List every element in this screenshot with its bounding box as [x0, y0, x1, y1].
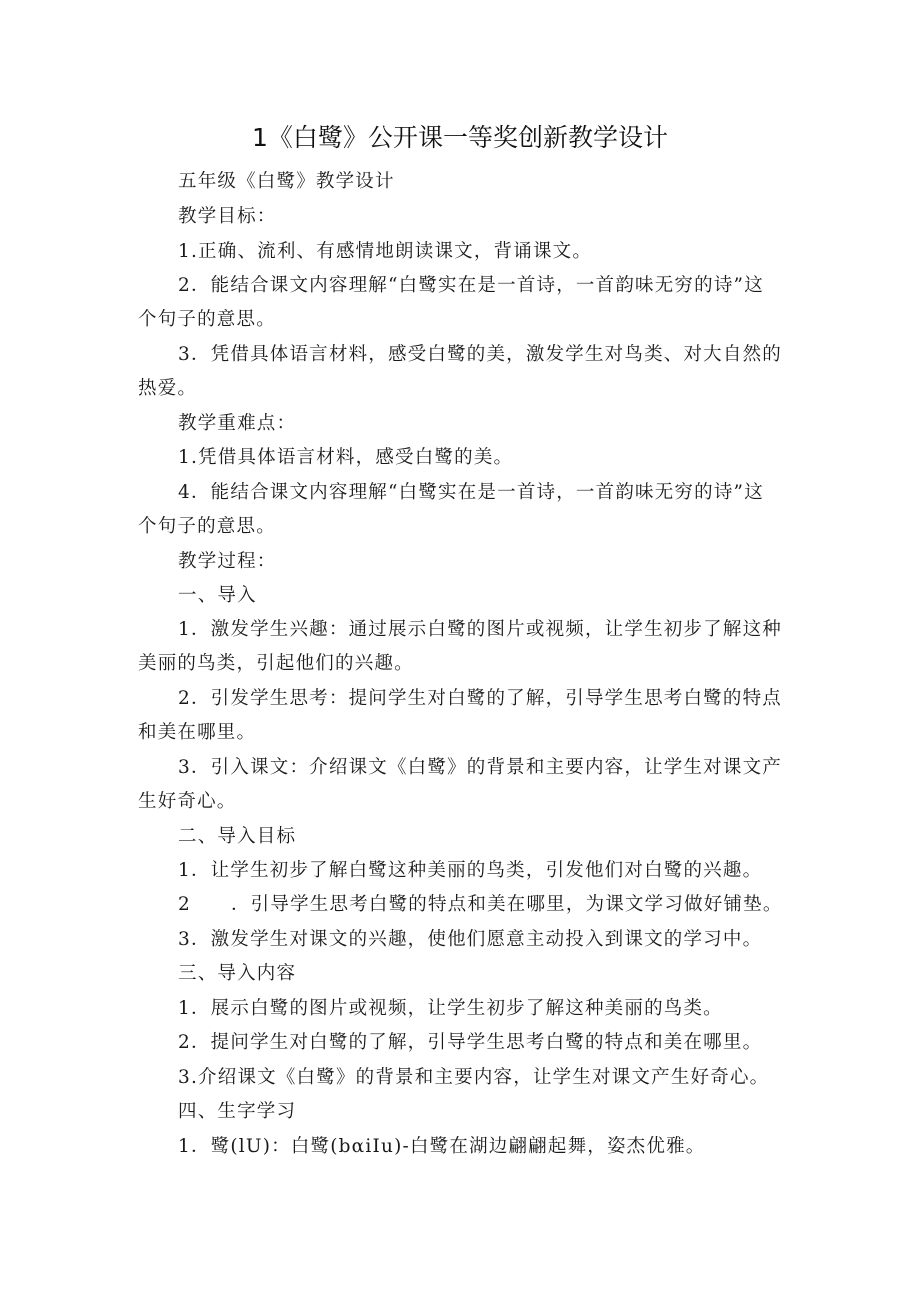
intro-item-1-cont: 美丽的鸟类，引起他们的兴趣。 — [138, 653, 414, 674]
goal-item-3: 3．激发学生对课文的兴趣，使他们愿意主动投入到课文的学习中。 — [178, 929, 763, 950]
section-heading-key-points: 教学重难点： — [178, 413, 297, 434]
part-heading-content: 三、导入内容 — [178, 963, 297, 984]
goal-item-2-text: ．引导学生思考白鹭的特点和美在哪里，为课文学习做好铺垫。 — [230, 894, 783, 915]
document-title: 1《白鹭》公开课一等奖创新教学设计 — [252, 123, 668, 152]
objective-item-2-cont: 个句子的意思。 — [138, 309, 276, 330]
key-point-item-2-cont: 个句子的意思。 — [138, 516, 276, 537]
key-point-item-1: 1.凭借具体语言材料，感受白鹭的美。 — [178, 447, 514, 468]
part-heading-goals: 二、导入目标 — [178, 826, 297, 847]
goal-item-1: 1．让学生初步了解白鹭这种美丽的鸟类，引发他们对白鹭的兴趣。 — [178, 860, 763, 881]
intro-item-3: 3．引入课文：介绍课文《白鹭》的背景和主要内容，让学生对课文产 — [178, 757, 782, 778]
part-heading-intro: 一、导入 — [178, 585, 257, 606]
intro-item-3-cont: 生好奇心。 — [138, 791, 237, 812]
intro-item-1: 1．激发学生兴趣：通过展示白鹭的图片或视频，让学生初步了解这种 — [178, 619, 782, 640]
objective-item-3-cont: 热爱。 — [138, 378, 198, 399]
content-item-1: 1．展示白鹭的图片或视频，让学生初步了解这种美丽的鸟类。 — [178, 998, 723, 1019]
intro-item-2: 2．引发学生思考：提问学生对白鹭的了解，引导学生思考白鹭的特点 — [178, 688, 782, 709]
objective-item-1: 1.正确、流利、有感情地朗读课文，背诵课文。 — [178, 241, 593, 262]
subtitle-line: 五年级《白鹭》教学设计 — [178, 171, 395, 192]
intro-item-2-cont: 和美在哪里。 — [138, 722, 257, 743]
goal-item-2 — [178, 893, 783, 917]
key-point-item-2: 4．能结合课文内容理解“白鹭实在是一首诗，一首韵味无穷的诗”这 — [178, 482, 764, 503]
goal-item-2-number: 2 — [178, 894, 191, 915]
content-item-2: 2．提问学生对白鹭的了解，引导学生思考白鹭的特点和美在哪里。 — [178, 1032, 763, 1053]
objective-item-2: 2．能结合课文内容理解“白鹭实在是一首诗，一首韵味无穷的诗”这 — [178, 275, 764, 296]
content-item-3: 3.介绍课文《白鹭》的背景和主要内容，让学生对课文产生好奇心。 — [178, 1067, 770, 1088]
character-item-1: 1．鹭(lU)：白鹭(bαiIu)-白鹭在湖边翩翩起舞，姿杰优雅。 — [178, 1136, 706, 1157]
section-heading-process: 教学过程： — [178, 551, 277, 572]
objective-item-3: 3．凭借具体语言材料，感受白鹭的美，激发学生对鸟类、对大自然的 — [178, 344, 782, 365]
section-heading-objectives: 教学目标： — [178, 206, 277, 227]
part-heading-characters: 四、生字学习 — [178, 1101, 297, 1122]
